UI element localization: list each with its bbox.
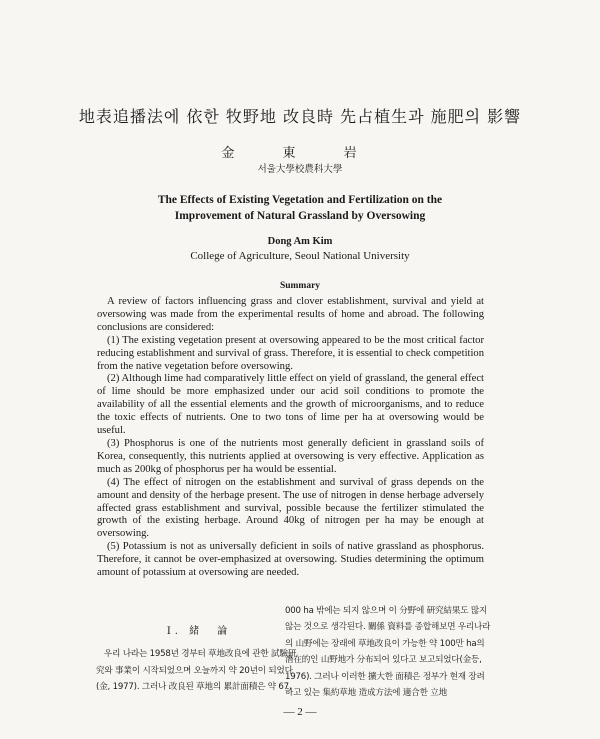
left-column-paragraph: 우리 나라는 1958년 경부터 草地改良에 관한 試驗硏究와 事業이 시작되었으며 오늘까지 약 20년이 되었다(金, 1977). 그러나 改良된 草地의 累計面積은 약 67,: [96, 649, 297, 693]
english-title-line-2: Improvement of Natural Grassland by Oversowing: [174, 210, 426, 222]
right-column-paragraph: 000 ha 밖에는 되지 않으며 이 分野에 硏究結果도 많지 않는 것으로 생각된다. 關係 資料를 종합해보면 우리나라의 山野에는 장래에 草地改良이 가능한 약 100만 ha의 潛在的인 山野地가 分布되어 있다고 보고되었다(金등, 1976). 그러나 이러한 擴大한 面積은 정부가 현재 장려하고 있는 集約草地 造成方法에 適合한 立地: [285, 606, 491, 699]
section-heading-introduction: I. 緒 論: [166, 626, 232, 637]
page-number: — 2 —: [283, 706, 317, 718]
english-affiliation: College of Agriculture, Seoul National University: [190, 250, 410, 262]
left-column: [96, 606, 302, 696]
english-author: Dong Am Kim: [267, 236, 333, 247]
summary-paragraph: (1) The existing vegetation present at oversowing appeared to be the most critical factor reducing establishment and survival of grass. Therefore, it is essential to check competition from the native vegetation before oversowing.: [97, 334, 484, 372]
english-title-line-1: The Effects of Existing Vegetation and Fertilization on the: [157, 194, 443, 206]
korean-affiliation: 서울大學校農科大學: [257, 164, 343, 175]
summary-paragraph: (3) Phosphorus is one of the nutrients most generally deficient in grassland soils of Korea, consequently, this nutrients applied at oversowing is very effective. Application as much as 200kg of phosphorus per ha would be essential.: [97, 437, 484, 475]
korean-author: 金 東 岩: [221, 146, 379, 161]
summary-paragraph: (4) The effect of nitrogen on the establishment and survival of grass depends on the amount and density of the herbage present. The use of nitrogen in dense herbage adversely affected grass establishment and survival, possible because the fertilizer stimulated the growth of the existing herbage. Around 40kg of nitrogen per ha may be enough at oversowing.: [97, 476, 484, 540]
summary-body: [97, 296, 484, 580]
right-column: [285, 603, 491, 701]
summary-paragraph: A review of factors influencing grass and clover establishment, survival and yield at oversowing was made from the experimental results of home and abroad. The following conclusions are considered:: [97, 296, 484, 333]
summary-paragraph: (5) Potassium is not as universally deficient in soils of native grassland as phosphorus. Therefore, it cannot be over-emphasized at oversowing. Studies determining the optimum amount of potassium at oversowing are needed.: [97, 541, 484, 579]
summary-paragraph: (2) Although lime had comparatively little effect on yield of grassland, the general effect of lime should be more emphasized under our acid soil conditions to promote the availability of all the essential elements and the growth of microorganisms, and to reduce the toxic effects of nutrients. One to two tons of lime per ha at oversowing would be useful.: [97, 373, 484, 437]
korean-title: 地表追播法에 依한 牧野地 改良時 先占植生과 施肥의 影響: [78, 107, 522, 126]
summary-heading: Summary: [279, 281, 321, 291]
english-title: [0, 192, 600, 224]
